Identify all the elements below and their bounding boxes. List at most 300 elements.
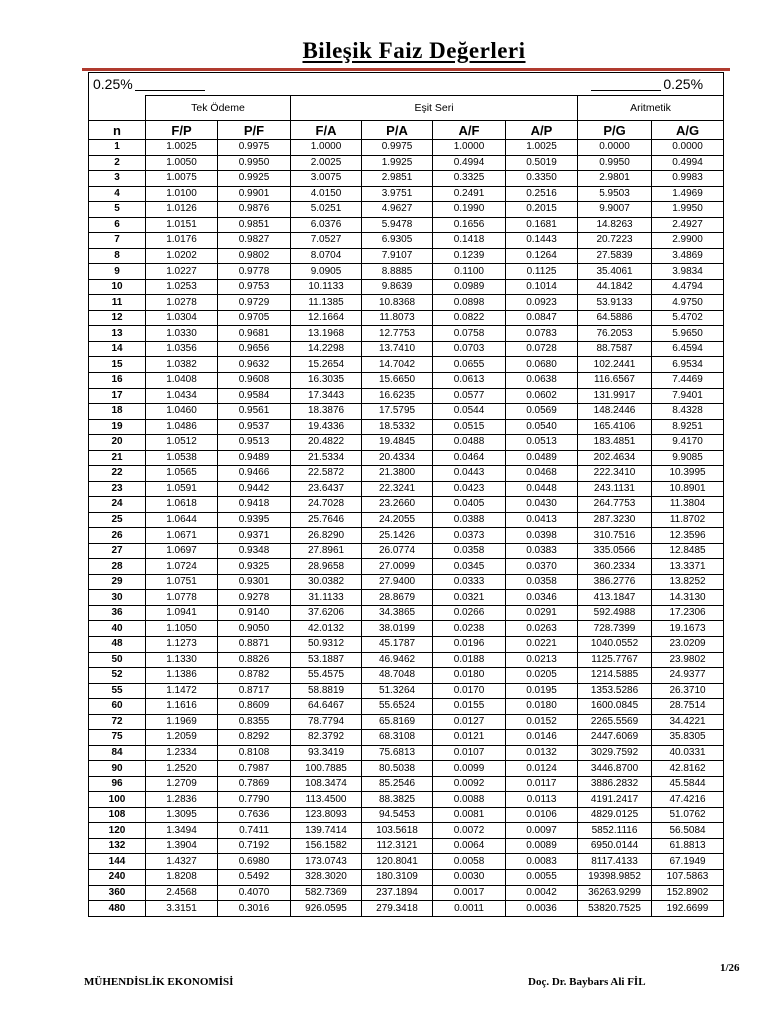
factor-cell: 1.0408 <box>146 372 218 388</box>
factor-cell: 0.0544 <box>433 404 506 420</box>
factor-cell: 0.0000 <box>652 140 724 156</box>
factor-cell: 6.9534 <box>652 357 724 373</box>
factor-cell: 0.9656 <box>218 341 291 357</box>
factor-cell: 6.9305 <box>362 233 433 249</box>
table-row <box>89 248 724 264</box>
factor-cell: 5.4702 <box>652 310 724 326</box>
factor-cell: 25.1426 <box>362 528 433 544</box>
factor-cell: 0.0127 <box>433 714 506 730</box>
factor-cell: 30.0382 <box>291 574 362 590</box>
factor-cell: 2265.5569 <box>578 714 652 730</box>
factor-cell: 93.3419 <box>291 745 362 761</box>
factor-cell: 45.1787 <box>362 637 433 653</box>
factor-cell: 202.4634 <box>578 450 652 466</box>
factor-cell: 8.4328 <box>652 404 724 420</box>
table-row <box>89 699 724 715</box>
factor-cell: 35.4061 <box>578 264 652 280</box>
factor-cell: 24.7028 <box>291 497 362 513</box>
factor-cell: 51.3264 <box>362 683 433 699</box>
factor-cell: 22.3241 <box>362 481 433 497</box>
period-cell: 108 <box>89 807 146 823</box>
factor-cell: 0.0205 <box>506 668 578 684</box>
factor-cell: 156.1582 <box>291 838 362 854</box>
factor-cell: 0.9442 <box>218 481 291 497</box>
factor-cell: 1.0025 <box>146 140 218 156</box>
factor-cell: 0.0358 <box>433 543 506 559</box>
factor-cell: 14.3130 <box>652 590 724 606</box>
factor-cell: 1.0618 <box>146 497 218 513</box>
factor-cell: 28.8679 <box>362 590 433 606</box>
period-cell: 52 <box>89 668 146 684</box>
factor-cell: 35.8305 <box>652 730 724 746</box>
factor-cell: 23.9802 <box>652 652 724 668</box>
factor-cell: 13.7410 <box>362 341 433 357</box>
factor-cell: 23.2660 <box>362 497 433 513</box>
factor-cell: 19.4845 <box>362 435 433 451</box>
factor-cell: 6950.0144 <box>578 838 652 854</box>
title-rule <box>82 68 730 71</box>
factor-cell: 37.6206 <box>291 605 362 621</box>
factor-cell: 46.9462 <box>362 652 433 668</box>
rate-left: 0.25% <box>93 76 133 92</box>
factor-cell: 264.7753 <box>578 497 652 513</box>
factor-cell: 8.9251 <box>652 419 724 435</box>
factor-cell: 0.9925 <box>218 171 291 187</box>
period-cell: 5 <box>89 202 146 218</box>
factor-cell: 0.0083 <box>506 854 578 870</box>
period-cell: 1 <box>89 140 146 156</box>
factor-cell: 13.8252 <box>652 574 724 590</box>
factor-cell: 243.1131 <box>578 481 652 497</box>
factor-cell: 0.0370 <box>506 559 578 575</box>
factor-cell: 0.1990 <box>433 202 506 218</box>
table-row <box>89 466 724 482</box>
factor-cell: 0.1100 <box>433 264 506 280</box>
period-cell: 19 <box>89 419 146 435</box>
factor-cell: 173.0743 <box>291 854 362 870</box>
factor-cell: 15.6650 <box>362 372 433 388</box>
factor-cell: 152.8902 <box>652 885 724 901</box>
period-cell: 84 <box>89 745 146 761</box>
interest-table-container <box>88 72 723 917</box>
period-cell: 4 <box>89 186 146 202</box>
factor-cell: 12.8485 <box>652 543 724 559</box>
table-row <box>89 279 724 295</box>
table-row <box>89 574 724 590</box>
factor-cell: 2.4927 <box>652 217 724 233</box>
factor-cell: 1.9950 <box>652 202 724 218</box>
factor-cell: 0.9851 <box>218 217 291 233</box>
factor-cell: 0.2015 <box>506 202 578 218</box>
factor-cell: 24.9377 <box>652 668 724 684</box>
factor-cell: 0.0089 <box>506 838 578 854</box>
rate-spacer <box>218 73 578 96</box>
factor-cell: 44.1842 <box>578 279 652 295</box>
table-row <box>89 838 724 854</box>
factor-cell: 0.0333 <box>433 574 506 590</box>
column-header: P/F <box>218 121 291 140</box>
factor-cell: 192.6699 <box>652 901 724 917</box>
footer-author: Doç. Dr. Baybars Ali FİL <box>528 976 646 988</box>
factor-cell: 4191.2417 <box>578 792 652 808</box>
factor-cell: 0.0146 <box>506 730 578 746</box>
factor-cell: 0.0117 <box>506 776 578 792</box>
period-cell: 12 <box>89 310 146 326</box>
period-cell: 29 <box>89 574 146 590</box>
table-row <box>89 171 724 187</box>
table-row <box>89 310 724 326</box>
factor-cell: 0.0443 <box>433 466 506 482</box>
factor-cell: 55.6524 <box>362 699 433 715</box>
factor-cell: 0.8782 <box>218 668 291 684</box>
factor-cell: 1.4969 <box>652 186 724 202</box>
factor-cell: 1.0565 <box>146 466 218 482</box>
factor-cell: 0.0655 <box>433 357 506 373</box>
factor-cell: 0.7636 <box>218 807 291 823</box>
period-cell: 90 <box>89 761 146 777</box>
factor-cell: 1040.0552 <box>578 637 652 653</box>
factor-cell: 22.5872 <box>291 466 362 482</box>
factor-cell: 0.9325 <box>218 559 291 575</box>
table-row <box>89 186 724 202</box>
page-title: Bileşik Faiz Değerleri <box>302 38 526 63</box>
factor-cell: 728.7399 <box>578 621 652 637</box>
period-cell: 7 <box>89 233 146 249</box>
factor-cell: 328.3020 <box>291 869 362 885</box>
table-row <box>89 854 724 870</box>
table-row <box>89 450 724 466</box>
period-cell: 96 <box>89 776 146 792</box>
factor-cell: 42.8162 <box>652 761 724 777</box>
table-row <box>89 652 724 668</box>
factor-cell: 1.0486 <box>146 419 218 435</box>
table-row <box>89 497 724 513</box>
factor-cell: 0.0180 <box>433 668 506 684</box>
table-row <box>89 683 724 699</box>
factor-cell: 75.6813 <box>362 745 433 761</box>
factor-cell: 1.0941 <box>146 605 218 621</box>
table-row <box>89 435 724 451</box>
factor-cell: 360.2334 <box>578 559 652 575</box>
factor-cell: 94.5453 <box>362 807 433 823</box>
factor-cell: 12.3596 <box>652 528 724 544</box>
factor-cell: 28.7514 <box>652 699 724 715</box>
factor-cell: 11.1385 <box>291 295 362 311</box>
period-cell: 480 <box>89 901 146 917</box>
factor-cell: 0.0064 <box>433 838 506 854</box>
factor-cell: 0.0092 <box>433 776 506 792</box>
factor-cell: 0.3016 <box>218 901 291 917</box>
period-cell: 6 <box>89 217 146 233</box>
factor-cell: 1.0330 <box>146 326 218 342</box>
factor-cell: 0.0266 <box>433 605 506 621</box>
page-number: 1/26 <box>720 962 740 974</box>
column-header: P/A <box>362 121 433 140</box>
group-single-payment: Tek Ödeme <box>146 96 291 121</box>
table-row <box>89 233 724 249</box>
factor-cell: 0.0055 <box>506 869 578 885</box>
factor-cell: 0.0577 <box>433 388 506 404</box>
factor-cell: 0.0011 <box>433 901 506 917</box>
factor-cell: 1.2836 <box>146 792 218 808</box>
factor-cell: 0.9537 <box>218 419 291 435</box>
factor-cell: 0.0263 <box>506 621 578 637</box>
factor-cell: 0.9348 <box>218 543 291 559</box>
group-empty <box>89 96 146 121</box>
factor-cell: 7.9107 <box>362 248 433 264</box>
table-row <box>89 668 724 684</box>
factor-cell: 8.0704 <box>291 248 362 264</box>
factor-cell: 21.5334 <box>291 450 362 466</box>
factor-cell: 103.5618 <box>362 823 433 839</box>
factor-cell: 5.9478 <box>362 217 433 233</box>
factor-cell: 0.0155 <box>433 699 506 715</box>
factor-cell: 4.9627 <box>362 202 433 218</box>
factor-cell: 0.9395 <box>218 512 291 528</box>
factor-cell: 20.4334 <box>362 450 433 466</box>
factor-cell: 108.3474 <box>291 776 362 792</box>
factor-cell: 0.0188 <box>433 652 506 668</box>
period-cell: 16 <box>89 372 146 388</box>
factor-cell: 20.7223 <box>578 233 652 249</box>
factor-cell: 85.2546 <box>362 776 433 792</box>
factor-cell: 3886.2832 <box>578 776 652 792</box>
factor-cell: 64.5886 <box>578 310 652 326</box>
factor-cell: 0.9301 <box>218 574 291 590</box>
factor-cell: 0.0196 <box>433 637 506 653</box>
factor-cell: 0.5019 <box>506 155 578 171</box>
factor-cell: 582.7369 <box>291 885 362 901</box>
factor-cell: 3.0075 <box>291 171 362 187</box>
factor-cell: 9.9085 <box>652 450 724 466</box>
factor-cell: 1.1386 <box>146 668 218 684</box>
table-row <box>89 823 724 839</box>
factor-cell: 0.9802 <box>218 248 291 264</box>
factor-cell: 10.3995 <box>652 466 724 482</box>
factor-cell: 0.0489 <box>506 450 578 466</box>
footer-course: MÜHENDİSLİK EKONOMİSİ <box>84 976 234 988</box>
factor-cell: 1.0100 <box>146 186 218 202</box>
factor-cell: 28.9658 <box>291 559 362 575</box>
table-row <box>89 559 724 575</box>
factor-cell: 0.9950 <box>218 155 291 171</box>
factor-cell: 0.0132 <box>506 745 578 761</box>
factor-cell: 112.3121 <box>362 838 433 854</box>
factor-cell: 10.1133 <box>291 279 362 295</box>
factor-cell: 0.0923 <box>506 295 578 311</box>
period-cell: 23 <box>89 481 146 497</box>
column-header-row <box>89 121 724 140</box>
factor-cell: 0.5492 <box>218 869 291 885</box>
table-row <box>89 605 724 621</box>
factor-cell: 0.9975 <box>218 140 291 156</box>
factor-cell: 27.8961 <box>291 543 362 559</box>
factor-cell: 107.5863 <box>652 869 724 885</box>
factor-cell: 1.0253 <box>146 279 218 295</box>
factor-cell: 26.3710 <box>652 683 724 699</box>
period-cell: 30 <box>89 590 146 606</box>
factor-cell: 58.8819 <box>291 683 362 699</box>
factor-cell: 0.0113 <box>506 792 578 808</box>
table-row <box>89 481 724 497</box>
factor-cell: 0.0448 <box>506 481 578 497</box>
factor-cell: 7.4469 <box>652 372 724 388</box>
period-cell: 13 <box>89 326 146 342</box>
factor-cell: 18.3876 <box>291 404 362 420</box>
factor-cell: 0.0221 <box>506 637 578 653</box>
factor-cell: 20.4822 <box>291 435 362 451</box>
factor-cell: 7.0527 <box>291 233 362 249</box>
factor-cell: 279.3418 <box>362 901 433 917</box>
factor-cell: 1.0644 <box>146 512 218 528</box>
factor-cell: 50.9312 <box>291 637 362 653</box>
factor-cell: 15.2654 <box>291 357 362 373</box>
factor-cell: 4829.0125 <box>578 807 652 823</box>
factor-cell: 42.0132 <box>291 621 362 637</box>
factor-cell: 10.8901 <box>652 481 724 497</box>
factor-cell: 18.5332 <box>362 419 433 435</box>
factor-cell: 1.0724 <box>146 559 218 575</box>
period-cell: 55 <box>89 683 146 699</box>
factor-cell: 13.1968 <box>291 326 362 342</box>
column-header: A/P <box>506 121 578 140</box>
factor-cell: 3.9834 <box>652 264 724 280</box>
column-header: F/A <box>291 121 362 140</box>
period-cell: 17 <box>89 388 146 404</box>
table-row <box>89 869 724 885</box>
factor-cell: 287.3230 <box>578 512 652 528</box>
table-row <box>89 404 724 420</box>
table-row <box>89 792 724 808</box>
factor-cell: 9.4170 <box>652 435 724 451</box>
factor-cell: 26.8290 <box>291 528 362 544</box>
column-header: A/G <box>652 121 724 140</box>
table-row <box>89 776 724 792</box>
factor-cell: 4.0150 <box>291 186 362 202</box>
factor-cell: 0.4070 <box>218 885 291 901</box>
factor-cell: 1.3494 <box>146 823 218 839</box>
period-cell: 360 <box>89 885 146 901</box>
factor-cell: 26.0774 <box>362 543 433 559</box>
factor-cell: 80.5038 <box>362 761 433 777</box>
column-header: P/G <box>578 121 652 140</box>
interest-table <box>88 72 724 917</box>
factor-cell: 102.2441 <box>578 357 652 373</box>
factor-cell: 0.0097 <box>506 823 578 839</box>
period-cell: 9 <box>89 264 146 280</box>
factor-cell: 55.4575 <box>291 668 362 684</box>
factor-cell: 2.0025 <box>291 155 362 171</box>
factor-cell: 3.3151 <box>146 901 218 917</box>
factor-cell: 1.3904 <box>146 838 218 854</box>
period-cell: 27 <box>89 543 146 559</box>
factor-cell: 0.0513 <box>506 435 578 451</box>
period-cell: 132 <box>89 838 146 854</box>
factor-cell: 0.0613 <box>433 372 506 388</box>
factor-cell: 0.8871 <box>218 637 291 653</box>
factor-cell: 0.8826 <box>218 652 291 668</box>
factor-cell: 0.0602 <box>506 388 578 404</box>
table-row <box>89 326 724 342</box>
factor-cell: 1.0227 <box>146 264 218 280</box>
factor-cell: 53820.7525 <box>578 901 652 917</box>
factor-cell: 38.0199 <box>362 621 433 637</box>
factor-cell: 40.0331 <box>652 745 724 761</box>
rate-left-cell <box>89 73 218 96</box>
factor-cell: 1.0778 <box>146 590 218 606</box>
period-cell: 24 <box>89 497 146 513</box>
table-row <box>89 295 724 311</box>
factor-cell: 123.8093 <box>291 807 362 823</box>
factor-cell: 0.3350 <box>506 171 578 187</box>
factor-cell: 0.0195 <box>506 683 578 699</box>
factor-cell: 413.1847 <box>578 590 652 606</box>
factor-cell: 0.8355 <box>218 714 291 730</box>
table-row <box>89 202 724 218</box>
factor-cell: 0.1264 <box>506 248 578 264</box>
factor-cell: 2.9801 <box>578 171 652 187</box>
factor-cell: 0.0569 <box>506 404 578 420</box>
factor-cell: 1.0000 <box>433 140 506 156</box>
factor-cell: 1.9925 <box>362 155 433 171</box>
factor-cell: 27.9400 <box>362 574 433 590</box>
factor-cell: 0.9418 <box>218 497 291 513</box>
factor-cell: 0.0388 <box>433 512 506 528</box>
factor-cell: 0.0430 <box>506 497 578 513</box>
factor-cell: 88.3825 <box>362 792 433 808</box>
table-row <box>89 745 724 761</box>
factor-cell: 16.3035 <box>291 372 362 388</box>
factor-cell: 0.0898 <box>433 295 506 311</box>
factor-cell: 0.0058 <box>433 854 506 870</box>
factor-cell: 27.5839 <box>578 248 652 264</box>
factor-cell: 100.7885 <box>291 761 362 777</box>
factor-cell: 0.9983 <box>652 171 724 187</box>
period-cell: 26 <box>89 528 146 544</box>
factor-cell: 222.3410 <box>578 466 652 482</box>
factor-cell: 5.0251 <box>291 202 362 218</box>
factor-cell: 0.9729 <box>218 295 291 311</box>
table-row <box>89 341 724 357</box>
factor-cell: 0.0124 <box>506 761 578 777</box>
factor-cell: 27.0099 <box>362 559 433 575</box>
factor-cell: 12.1664 <box>291 310 362 326</box>
factor-cell: 1.4327 <box>146 854 218 870</box>
factor-cell: 0.0423 <box>433 481 506 497</box>
factor-cell: 25.7646 <box>291 512 362 528</box>
factor-cell: 1600.0845 <box>578 699 652 715</box>
factor-cell: 0.1418 <box>433 233 506 249</box>
factor-cell: 0.9140 <box>218 605 291 621</box>
factor-cell: 0.9753 <box>218 279 291 295</box>
column-header: n <box>89 121 146 140</box>
factor-cell: 36263.9299 <box>578 885 652 901</box>
table-row <box>89 730 724 746</box>
factor-cell: 0.0081 <box>433 807 506 823</box>
factor-cell: 5.9650 <box>652 326 724 342</box>
factor-cell: 0.1239 <box>433 248 506 264</box>
factor-cell: 31.1133 <box>291 590 362 606</box>
rate-right-blank <box>591 78 661 91</box>
factor-cell: 0.9827 <box>218 233 291 249</box>
factor-cell: 0.0036 <box>506 901 578 917</box>
table-row <box>89 528 724 544</box>
factor-cell: 237.1894 <box>362 885 433 901</box>
factor-cell: 1.8208 <box>146 869 218 885</box>
factor-cell: 1.0202 <box>146 248 218 264</box>
factor-cell: 0.0413 <box>506 512 578 528</box>
table-row <box>89 264 724 280</box>
